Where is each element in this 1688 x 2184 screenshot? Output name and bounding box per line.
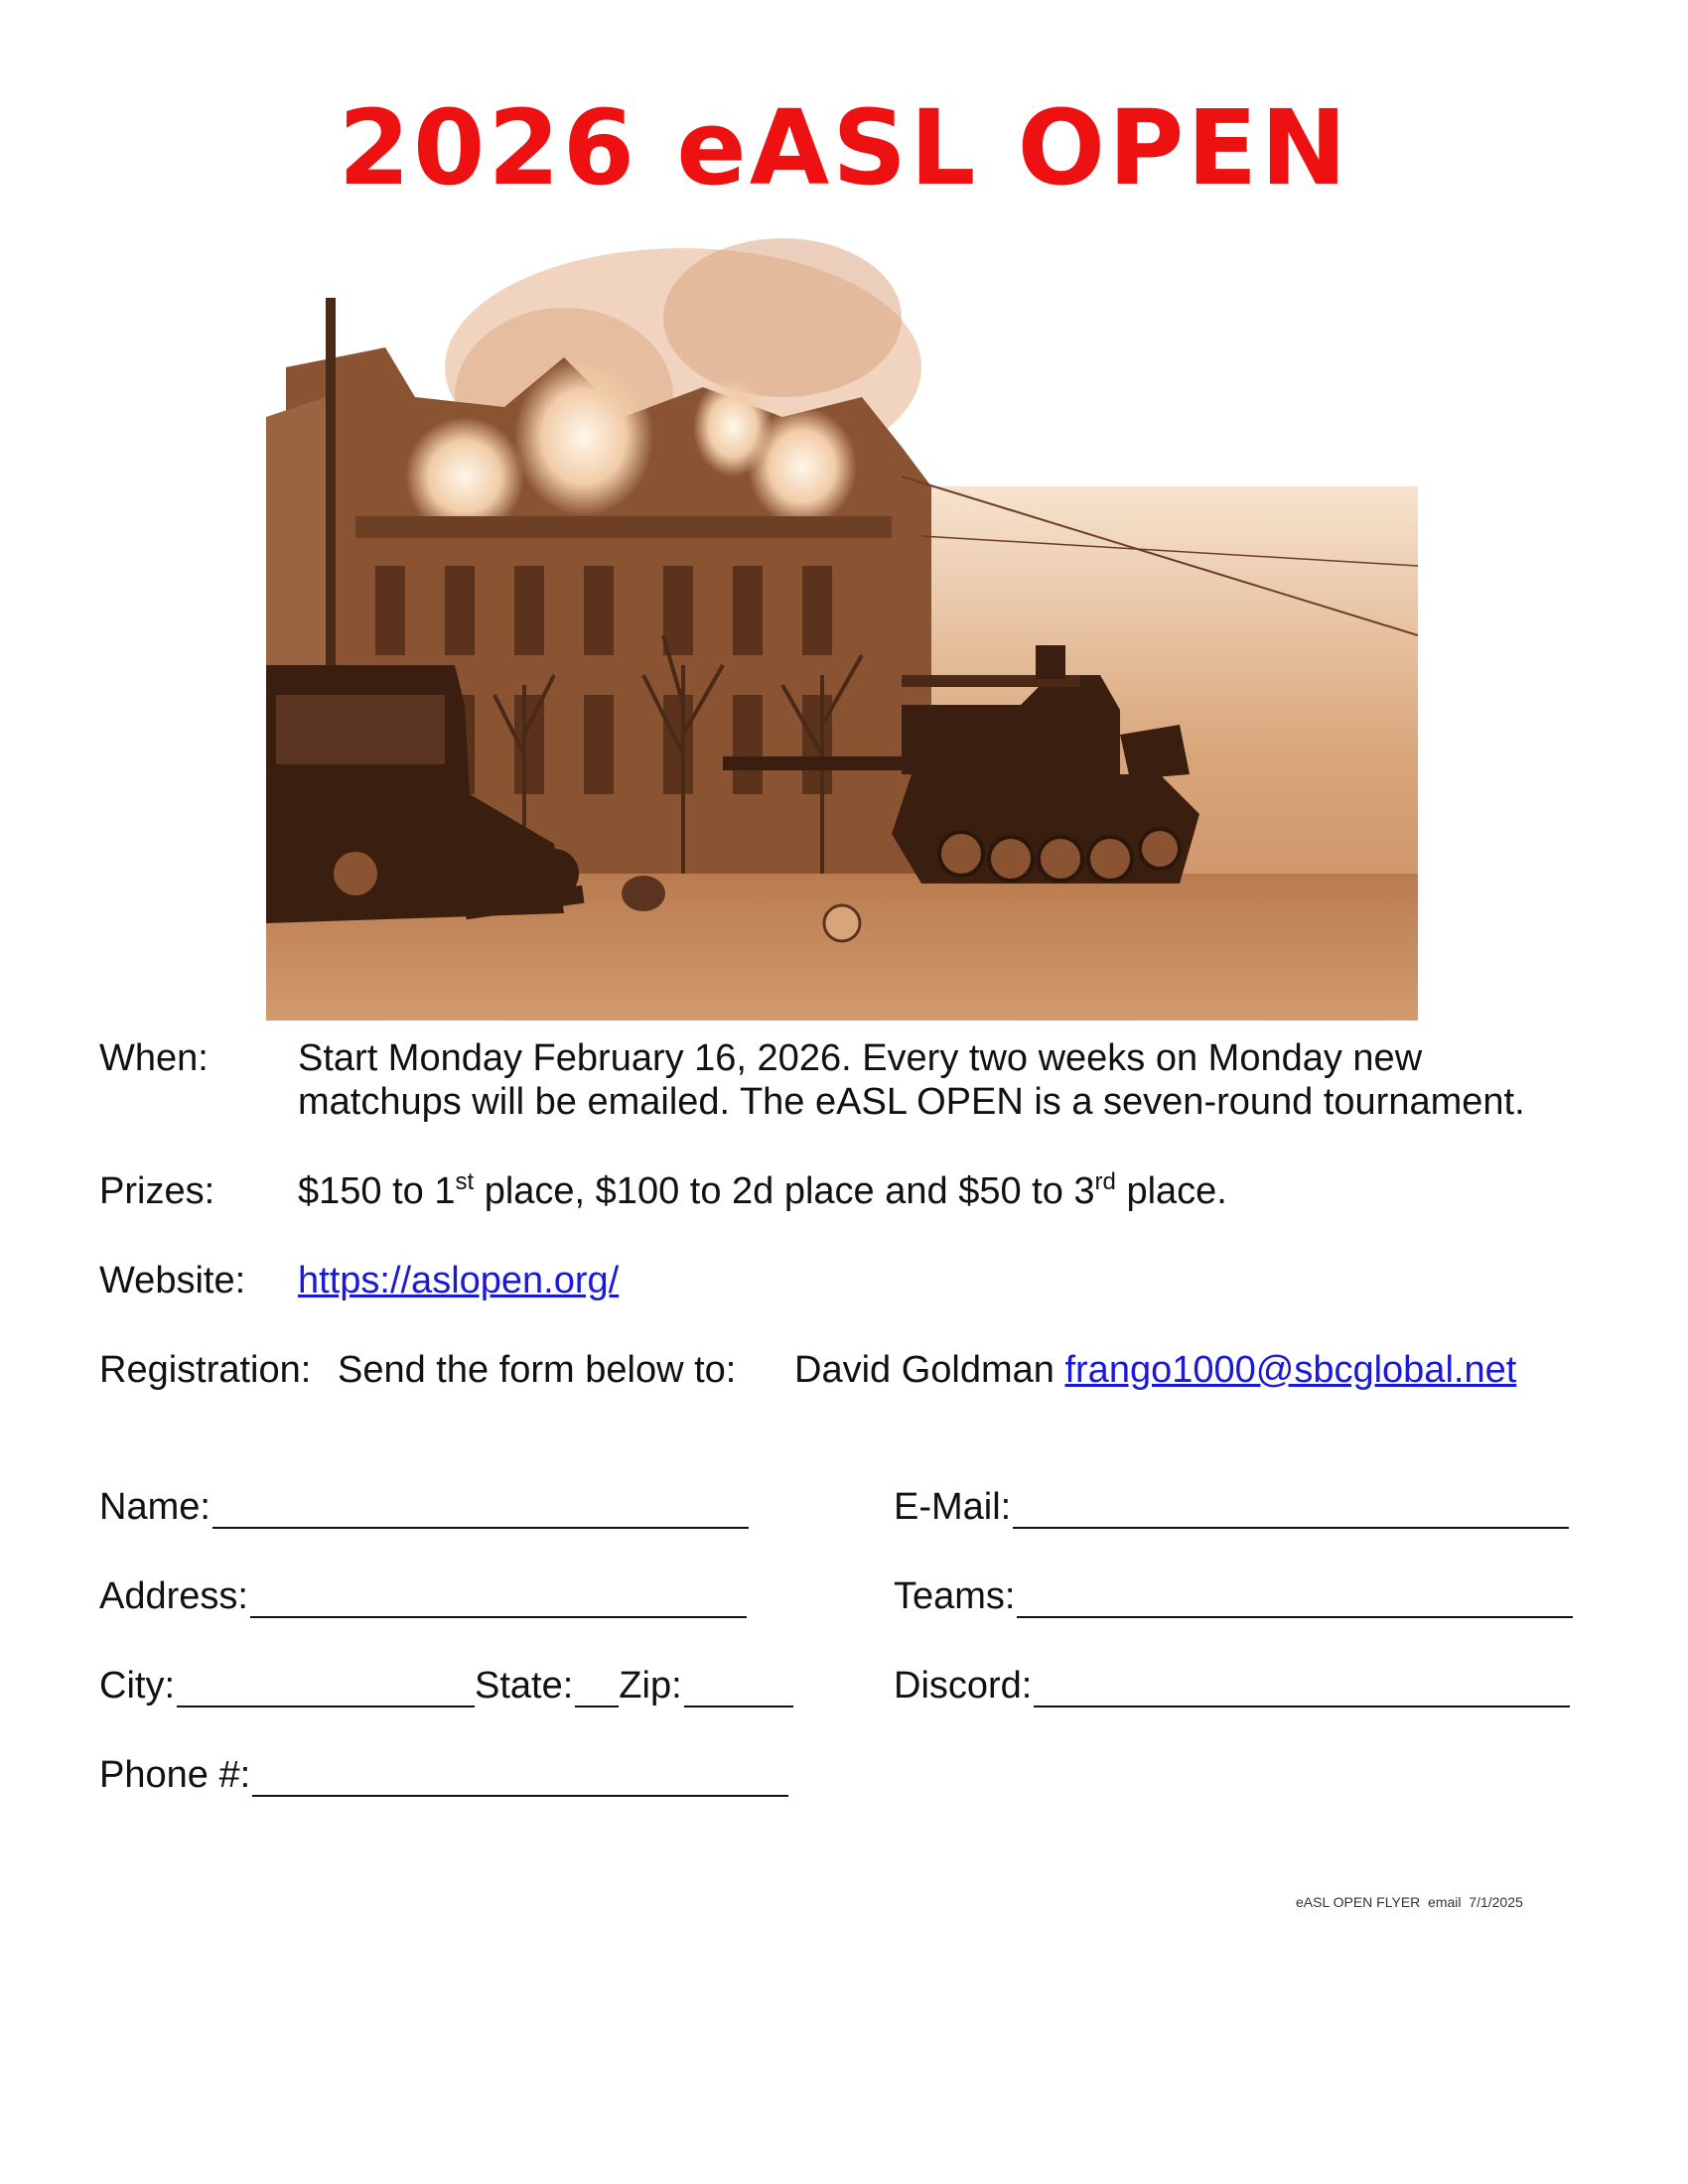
name-field[interactable] <box>99 1485 749 1529</box>
email-label: E-Mail: <box>894 1486 1012 1528</box>
registration-label: Registration: <box>99 1349 312 1391</box>
email-field[interactable] <box>894 1485 1569 1529</box>
name-blank[interactable] <box>212 1491 749 1529</box>
teams-blank[interactable] <box>1017 1580 1573 1618</box>
burning-city-tank-photo <box>266 238 1418 1021</box>
website-label: Website: <box>99 1260 246 1301</box>
registration-row <box>99 1348 1589 1394</box>
when-row <box>99 1036 1589 1126</box>
phone-blank[interactable] <box>252 1759 788 1797</box>
city-state-zip-field[interactable] <box>99 1664 793 1707</box>
flyer-title: 2026 eASL OPEN <box>338 87 1350 208</box>
when-label: When: <box>99 1037 209 1079</box>
prizes-label: Prizes: <box>99 1170 215 1212</box>
prize-middle: place, $100 to 2d place and $50 to 3 <box>474 1170 1095 1212</box>
footer-note: eASL OPEN FLYER email 7/1/2025 <box>1296 1894 1523 1910</box>
city-blank[interactable] <box>177 1670 475 1707</box>
contact-name: David Goldman <box>794 1349 1055 1391</box>
discord-label: Discord: <box>894 1665 1033 1706</box>
zip-label: Zip: <box>619 1665 682 1706</box>
address-blank[interactable] <box>250 1580 747 1618</box>
discord-blank[interactable] <box>1034 1670 1570 1707</box>
teams-field[interactable] <box>894 1574 1573 1618</box>
email-blank[interactable] <box>1013 1491 1569 1529</box>
state-blank[interactable] <box>575 1670 619 1707</box>
prizes-row <box>99 1169 1589 1215</box>
zip-blank[interactable] <box>684 1670 793 1707</box>
when-line-2: matchups will be emailed. The eASL OPEN is a seven-round tournament. <box>298 1081 1525 1123</box>
contact-email-link[interactable]: frango1000@sbcglobal.net <box>1064 1349 1517 1391</box>
prize-first: $150 to 1 <box>298 1170 456 1212</box>
discord-field[interactable] <box>894 1664 1570 1707</box>
registration-contact <box>794 1348 1516 1392</box>
prize-end: place. <box>1115 1170 1227 1212</box>
website-row <box>99 1259 1589 1304</box>
address-field[interactable] <box>99 1574 747 1618</box>
when-line-1: Start Monday February 16, 2026. Every two weeks on Monday new <box>298 1037 1423 1079</box>
registration-instruction: Send the form below to: <box>338 1349 737 1391</box>
prize-first-ordinal: st <box>455 1168 475 1195</box>
name-label: Name: <box>99 1486 211 1528</box>
phone-field[interactable] <box>99 1753 788 1797</box>
state-label: State: <box>475 1665 574 1706</box>
prize-third-ordinal: rd <box>1094 1168 1116 1195</box>
address-label: Address: <box>99 1575 248 1617</box>
phone-label: Phone #: <box>99 1754 251 1796</box>
teams-label: Teams: <box>894 1575 1016 1617</box>
city-label: City: <box>99 1665 175 1706</box>
website-link[interactable]: https://aslopen.org/ <box>298 1260 620 1301</box>
prizes-text <box>298 1169 1227 1213</box>
